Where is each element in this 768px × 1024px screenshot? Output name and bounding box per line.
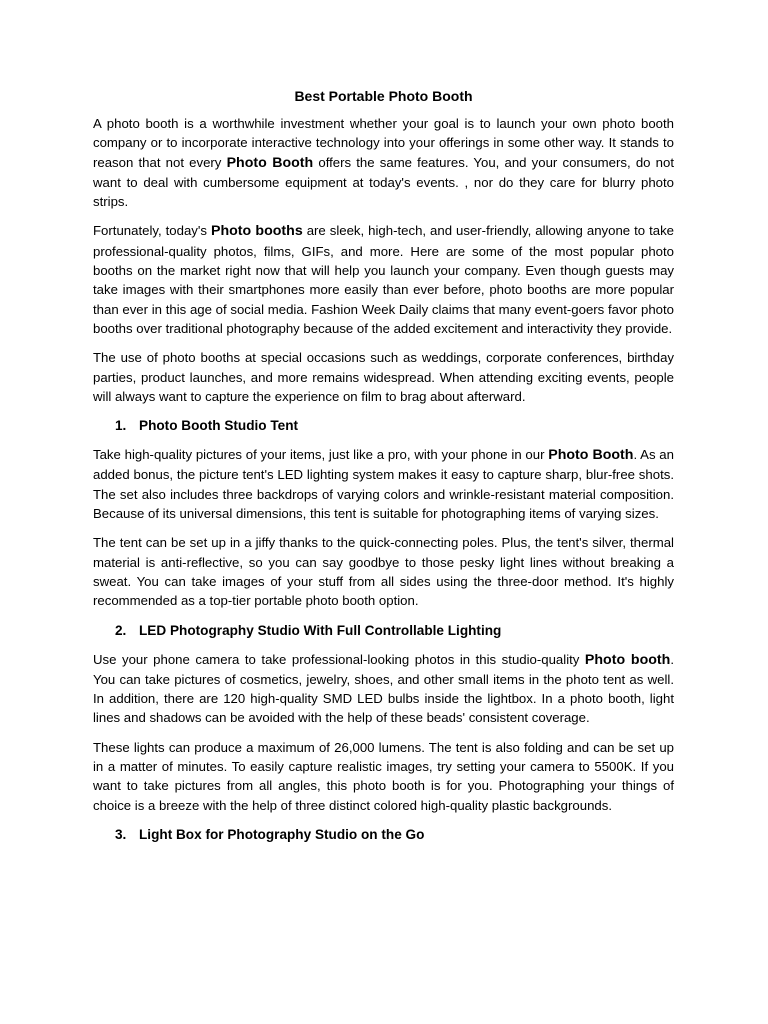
list-number: 2. <box>115 622 127 638</box>
section-heading-text: Light Box for Photography Studio on the Go <box>139 826 425 842</box>
intro-paragraph-2 <box>93 221 674 338</box>
keyword-photo-booths: Photo booths <box>210 223 303 240</box>
section-1-paragraph-1 <box>93 445 674 523</box>
text-run: Take high-quality pictures of your items, just like a pro, with your phone in our <box>93 447 549 463</box>
document-page <box>93 86 674 854</box>
intro-paragraph-3: The use of photo booths at special occasions such as weddings, corporate conferences, birthday parties, product launches, and more remains widespread. When attending exciting events, people will always want to capture the experience on film to brag about afterward. <box>93 350 674 404</box>
section-heading-text: LED Photography Studio With Full Controllable Lighting <box>139 622 502 638</box>
keyword-photo-booth: Photo booth <box>584 651 671 668</box>
text-run: . You can take pictures of cosmetics, jewelry, shoes, and other small items in the photo tent as well. In addition, there are 120 high-quality SMD LED bulbs inside the lightbox. In a photo booth, light lines and shadows can be avoided with the help of these beads' consistent coverage. <box>93 651 674 726</box>
list-number: 1. <box>115 418 127 434</box>
list-number: 3. <box>115 826 127 842</box>
page-title: Best Portable Photo Booth <box>294 88 473 104</box>
text-run: Fortunately, today's <box>93 223 211 239</box>
text-run: offers the same features. You, and your consumers, do not want to deal with cumbersome equipment at today's events. , nor do they care for blurry photo strips. <box>93 154 674 210</box>
text-run: Use your phone camera to take professional-looking photos in this studio-quality <box>93 651 585 667</box>
section-heading-2 <box>93 621 674 640</box>
section-2-paragraph-1 <box>93 650 674 728</box>
text-run: A photo booth is a worthwhile investment whether your goal is to launch your own photo booth company or to incorporate interactive technology into your offerings in some other way. It stands to reason that not every <box>93 116 674 170</box>
keyword-photo-booth: Photo Booth <box>548 447 634 464</box>
text-run: . As an added bonus, the picture tent's LED lighting system makes it easy to capture sharp, blur-free shots. The set also includes three backdrops of varying colors and wrinkle-resistant material composition. Because of its universal dimensions, this tent is suitable for photographing items of varying sizes. <box>93 447 674 522</box>
intro-paragraph-1 <box>93 114 674 211</box>
section-2-paragraph-2: These lights can produce a maximum of 26,000 lumens. The tent is also folding and can be set up in a matter of minutes. To easily capture realistic images, try setting your camera to 5500K. If you want to take pictures from all angles, this photo booth is for you. Photographing your things of choice is a breeze with the help of three distinct colored high-quality plastic backgrounds. <box>93 739 674 813</box>
keyword-photo-booth: Photo Booth <box>226 154 314 171</box>
text-run: are sleek, high-tech, and user-friendly, allowing anyone to take professional-quality photos, films, GIFs, and more. Here are some of the most popular photo booths on the market right now that will help you launch your company. Even though guests may take images with their smartphones more easily than ever before, photo booths are more popular than ever in this age of social media. Fashion Week Daily claims that many event-goers favor photo booths over traditional photography because of the added excitement and interactivity they provide. <box>93 223 675 336</box>
section-heading-text: Photo Booth Studio Tent <box>139 418 299 434</box>
section-heading-1 <box>93 416 674 435</box>
section-1-paragraph-2: The tent can be set up in a jiffy thanks to the quick-connecting poles. Plus, the tent's silver, thermal material is anti-reflective, so you can say goodbye to those pesky light lines without breaking a sweat. You can take images of your stuff from all sides using the three-door method. It's highly recommended as a top-tier portable photo booth option. <box>93 535 674 609</box>
section-heading-3 <box>93 825 674 844</box>
